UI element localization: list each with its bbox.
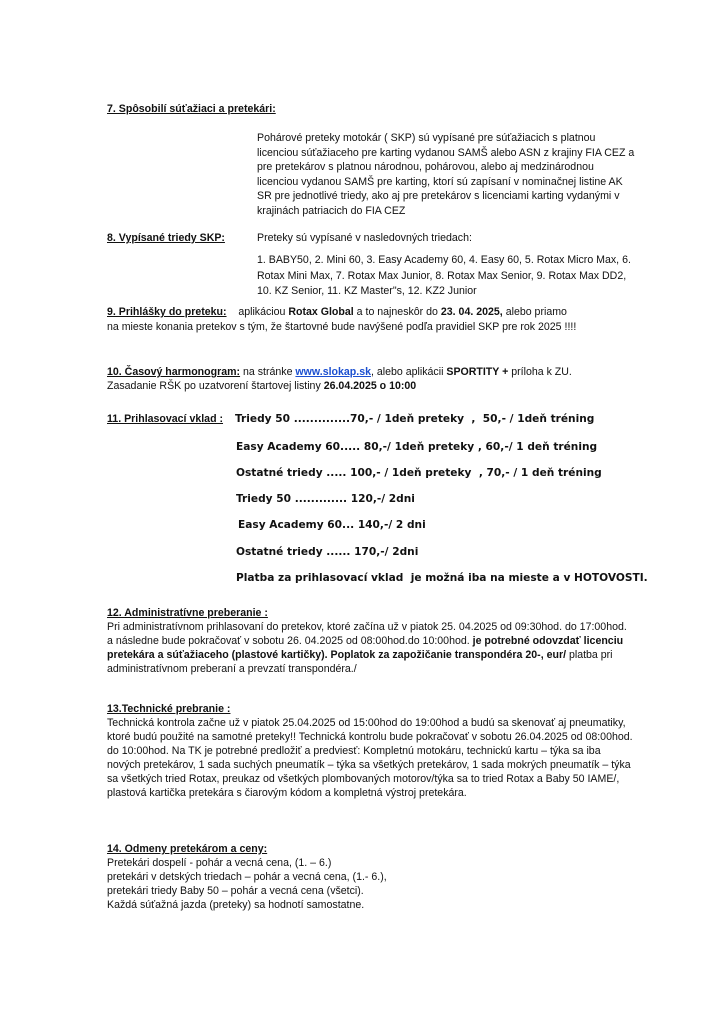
section-9-heading: 9. Prihlášky do preteku:: [107, 306, 227, 318]
section-7-heading: 7. Spôsobilí súťažiaci a pretekári:: [107, 103, 276, 115]
prize-line: Každá súťažná jazda (preteky) sa hodnotí samostatne.: [107, 899, 365, 911]
section-8-heading: 8. Vypísané triedy SKP:: [107, 232, 225, 244]
section-13-heading: 13.Technické prebranie :: [107, 703, 231, 715]
payment-note: Platba za prihlasovací vklad je možná iba na mieste a v HOTOVOSTI.: [236, 572, 648, 584]
fee-row: Triedy 50 ............. 120,-/ 2dni: [236, 493, 415, 505]
section-13-text: Technická kontrola začne už v piatok 25.04.2025 od 15:00hod do 19:00hod a budú sa skenovať aj pneumatiky, ktoré budú použité na samotné preteky!! Technická kontrolu bude pokračovať v sobotu 26.04.2025 od 08:00hod. do 10:00hod. Na TK je potrebné predložiť a predviesť: Kompletnú motokáru, technickú kartu – týka sa iba nových pretekárov, 1 sada suchých pneumatík – týka sa všetkých pretekárov, 1 sada mokrých pneumatík – týka sa všetkých tried Rotax, preukaz od všetkých plombovaných motorov/týka sa to tried Rotax a Baby 50 IAME/, plastová kartička pretekára s čiarovým kódom a kompletná výstroj pretekára.: [107, 717, 633, 799]
sportity-app: SPORTITY +: [446, 366, 512, 378]
section-8-intro: Preteky sú vypísané v nasledovných triedach:: [257, 232, 472, 244]
prize-line: Pretekári dospelí - pohár a vecná cena, (1. – 6.): [107, 857, 332, 869]
section-11-heading: 11. Prihlasovací vklad :: [107, 413, 224, 425]
section-7-text: Pohárové preteky motokár ( SKP) sú vypísané pre súťažiacich s platnou licenciou súťažiaceho pre karting vydanou SAMŠ alebo ASN z krajiny FIA CEZ a pre pretekárov s platnou národnou, pohárovou, alebo aj medzinárodnou licenciou vydanou SAMŠ pre karting, ktorí sú zapísaní v nominačnej listine AK SR pre jednotlivé triedy, ako aj pre pretekárov s licenciami karting vydanými v krajinách patriacich do FIA CEZ: [257, 132, 635, 217]
section-10-heading: 10. Časový harmonogram:: [107, 366, 241, 378]
fee-row: Ostatné triedy ..... 100,- / 1deň preteky , 70,- / 1 deň tréning: [236, 467, 602, 479]
rotax-global-app: Rotax Global: [288, 306, 354, 318]
fee-row: Triedy 50 ..............70,- / 1deň preteky , 50,- / 1deň tréning: [235, 413, 595, 425]
section-14-heading: 14. Odmeny pretekárom a ceny:: [107, 843, 268, 855]
section-8-classes: 1. BABY50, 2. Mini 60, 3. Easy Academy 60, 4. Easy 60, 5. Rotax Micro Max, 6. Rotax Mini Max, 7. Rotax Max Junior, 8. Rotax Max Senior, 9. Rotax Max DD2, 10. KZ Senior, 11. KZ Master"s, 12. KZ2 Junior: [257, 254, 631, 297]
fee-row: Ostatné triedy ...... 170,-/ 2dni: [236, 546, 419, 558]
section-14-list: [107, 856, 387, 912]
rsk-meeting-time: 26.04.2025 o 10:00: [323, 380, 417, 392]
section-9-line1: 9. Prihlášky do preteku: aplikáciou Rotax Global a to najneskôr do 23. 04. 2025, alebo priamo: [107, 306, 567, 318]
prize-line: pretekári v detských triedach – pohár a vecná cena, (1.- 6.),: [107, 871, 387, 883]
deadline-date: 23. 04. 2025,: [440, 306, 503, 318]
fee-row: Easy Academy 60..... 80,-/ 1deň preteky , 60,-/ 1 deň tréning: [236, 441, 598, 453]
fee-row: Easy Academy 60... 140,-/ 2 dni: [238, 519, 426, 531]
section-12-heading: 12. Administratívne preberanie :: [107, 607, 268, 619]
section-9-line2: na mieste konania pretekov s tým, že štartovné bude navýšené podľa pravidiel SKP pre rok 2025 !!!!: [107, 321, 577, 333]
section-10-text: 10. Časový harmonogram: na stránke www.slokap.sk, alebo aplikácii SPORTITY + príloha k ZU. Zasadanie RŠK po uzatvorení štartovej listiny 26.04.2025 o 10:00: [107, 366, 572, 392]
slokap-link[interactable]: www.slokap.sk: [295, 366, 371, 378]
prize-line: pretekári triedy Baby 50 – pohár a vecná cena (všetci).: [107, 885, 364, 897]
section-12-text: Pri administratívnom prihlasovaní do pretekov, ktoré začína už v piatok 25. 04.2025 od 09:30hod. do 17:00hod. a následne bude pokračovať v sobotu 26. 04.2025 od 08:00hod.do 10:00hod. je potrebné odovzdať licenciu pretekára a súťažiaceho (plastové kartičky). Poplatok za zapožičanie transpondéra 20-, eur/ platba pri administratívnom preberaní a prevzatí transpondéra./: [107, 621, 627, 675]
